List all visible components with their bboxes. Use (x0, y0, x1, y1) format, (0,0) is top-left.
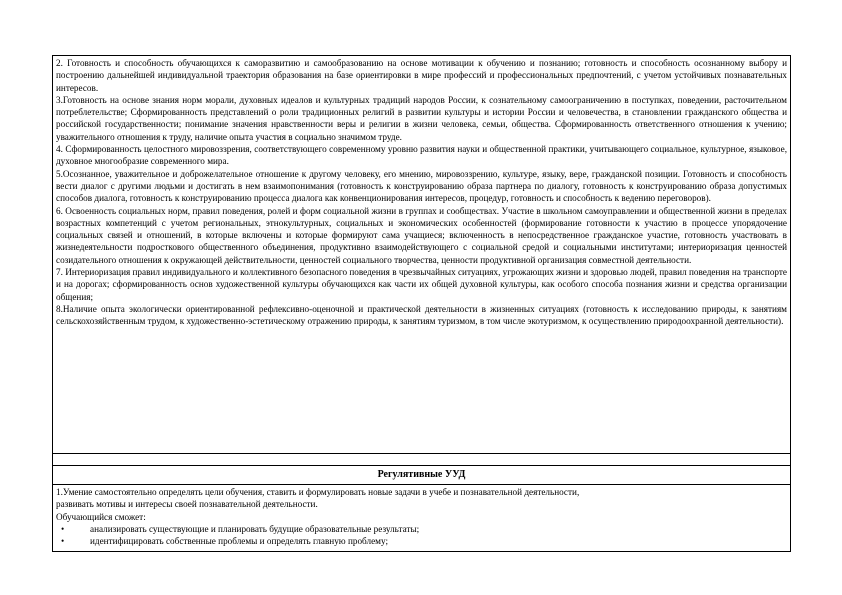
paragraph-8: 8.Наличие опыта экологически ориентированной рефлексивно-оценочной и практической деятельности в жизненных ситуациях (готовность к исследованию природы, к занятиям сельскохозяйственным трудом, к художественно-эстетическому отражению природы, к занятиям туризмом, в том числе экотуризмом, к осуществлению природоохранной деятельности). (56, 303, 787, 327)
regulative-item-1-line-2: развивать мотивы и интересы своей познавательной деятельности. (56, 499, 318, 510)
regulative-item-1-line-1: 1.Умение самостоятельно определять цели обучения, ставить и формулировать новые задачи в учебе и познавательной деятельности, (56, 487, 580, 497)
personal-results-cell (53, 56, 790, 454)
paragraph-4: 4. Сформированность целостного мировоззрения, соответствующего современному уровню развития науки и общественной практики, учитывающего социальное, культурное, языковое, духовное многообразие современного мира. (56, 144, 787, 167)
section-header: Регулятивные УУД (53, 466, 790, 485)
bullet-text: анализировать существующие и планировать будущие образовательные результаты; (90, 523, 420, 534)
document-table (52, 55, 791, 552)
bullet-item (56, 523, 787, 535)
paragraph-6: 6. Освоенность социальных норм, правил поведения, ролей и форм социальной жизни в группах и сообществах. Участие в школьном самоуправлении и общественной жизни в пределах возрастных компетенций с учетом региональных, этнокультурных, социальных и экономических особенностей (формирование готовности к участию в процессе упорядочение социальных связей и отношений, в которые включены и которые формируют сама учащиеся; включенность в непосредственное гражданское участие, готовность участвовать в жизнедеятельности подросткового общественного объединения, продуктивно взаимодействующего с социальной средой и социальными институтами; интериоризация ценностей созидательного отношения к окружающей действительности, ценностей социального творчества, ценности продуктивной организация совместной деятельности. (56, 205, 787, 265)
regulative-intro: Обучающийся сможет: (56, 511, 146, 522)
paragraph-3: 3.Готовность на основе знания норм морали, духовных идеалов и культурных традиций народов России, к сознательному самоограничению в поступках, поведении, расточительном потреблетельстве; Сформированность представлений о роли традиционных религий в развитии культуры и истории России и человечества, в становлении гражданского общества и российской государственности; понимание значения нравственности веры и религии в жизни человека, семьи, общества. Сформированность ответственного отношения к учению; уважительного отношения к труду, наличие опыта участия в социально значимом труде. (56, 94, 787, 142)
regulative-cell (53, 485, 790, 551)
empty-row (53, 454, 790, 466)
bullet-glyph: • (61, 523, 65, 534)
bullet-glyph: • (61, 536, 65, 547)
bullet-text: идентифицировать собственные проблемы и определять главную проблему; (90, 536, 389, 547)
paragraph-7: 7. Интериоризация правил индивидуального и коллективного безопасного поведения в чрезвычайных ситуациях, угрожающих жизни и здоровью людей, правил поведения на транспорте и на дорогах; сформированность основ художественной культуры обучающихся как части их общей духовной культуры, как особого способа познания жизни и средства организации общения; (56, 267, 787, 302)
paragraph-5: 5.Осознанное, уважительное и доброжелательное отношение к другому человеку, его мнению, мировоззрению, культуре, языку, вере, гражданской позиции. Готовность и способность вести диалог с другими людьми и достигать в нем взаимопонимания (готовность к конструированию образа партнера по диалогу, готовность к конструированию образа допустимых способов диалога, готовность к конструированию процесса диалога как конвенционирования интересов, процедур, готовность и способность к ведению переговоров). (56, 168, 787, 204)
paragraph-2: 2. Готовность и способность обучающихся к саморазвитию и самообразованию на основе мотивации к обучению и познанию; готовность и способность осознанному выбору и построению дальнейшей индивидуальной траектория образования на базе ориентировки в мире профессий и профессиональных предпочтений, с учетом устойчивых познавательных интересов. (56, 58, 787, 93)
bullet-item (56, 535, 787, 547)
